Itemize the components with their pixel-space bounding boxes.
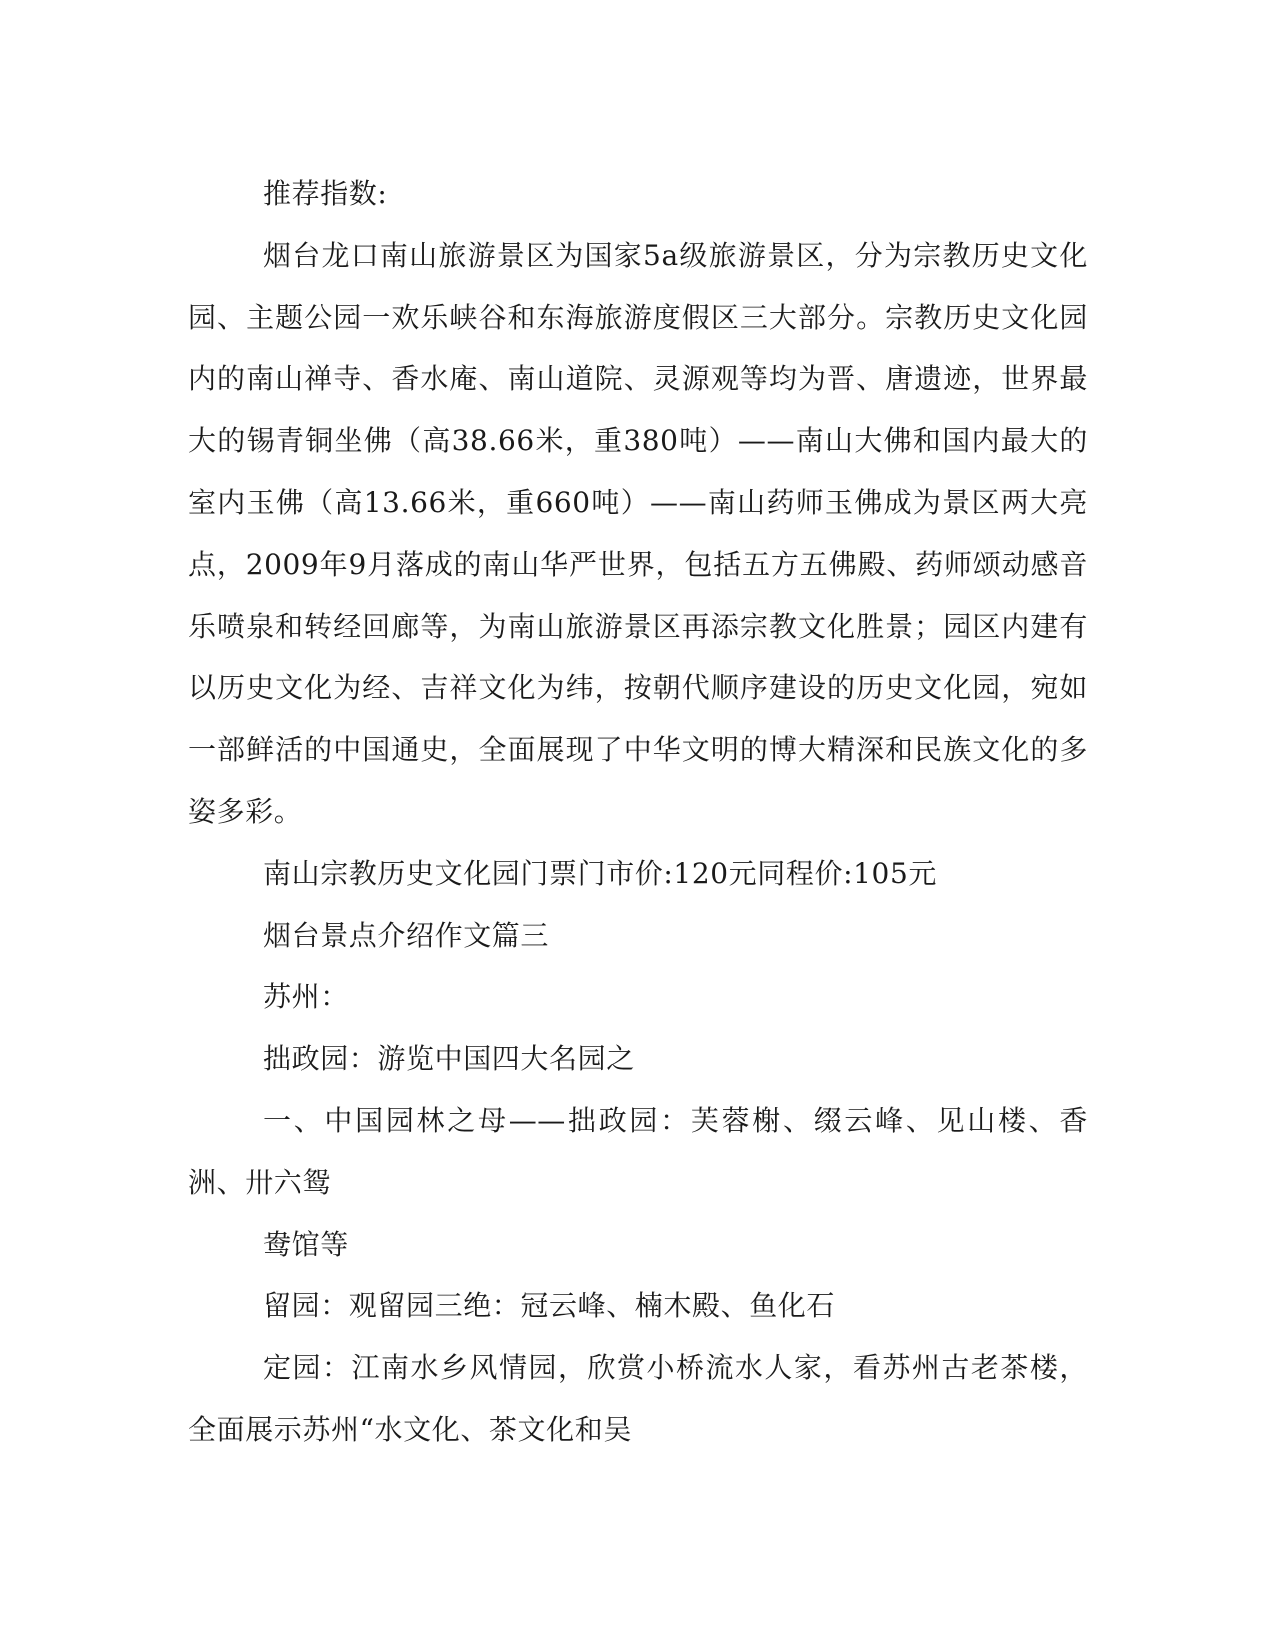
paragraph-nanshan-intro: 烟台龙口南山旅游景区为国家5a级旅游景区，分为宗教历史文化园、主题公园一欢乐峡谷和东海旅游度假区三大部分。宗教历史文化园内的南山禅寺、香水庵、南山道院、灵源观等均为晋、唐遗迹，世界最大的锡青铜坐佛（高38.66米，重380吨）——南山大佛和国内最大的室内玉佛（高13.66米，重660吨）——南山药师玉佛成为景区两大亮点，2009年9月落成的南山华严世界，包括五方五佛殿、药师颂动感音乐喷泉和转经回廊等，为南山旅游景区再添宗教文化胜景；园区内建有以历史文化为经、吉祥文化为纬，按朝代顺序建设的历史文化园，宛如一部鲜活的中国通史，全面展现了中华文明的博大精深和民族文化的多姿多彩。 (188, 238, 1088, 828)
paragraph-liuyuan: 留园：观留园三绝：冠云峰、楠木殿、鱼化石 (263, 1289, 836, 1323)
paragraph-yuanyang-hall: 鸯馆等 (263, 1227, 349, 1261)
paragraph-recommend-index: 推荐指数: (263, 177, 388, 210)
paragraph-dingyuan: 定园：江南水乡风情园，欣赏小桥流水人家，看苏州古老茶楼，全面展示苏州“水文化、茶文化和吴 (188, 1351, 1088, 1446)
paragraph-suzhou: 苏州： (263, 980, 349, 1014)
paragraph-section-heading: 烟台景点介绍作文篇三 (263, 918, 550, 952)
paragraph-ticket-price: 南山宗教历史文化园门票门市价:120元同程价:105元 (263, 856, 937, 890)
paragraph-zhuozhengyuan: 拙政园：游览中国四大名园之 (263, 1042, 635, 1076)
document-body (188, 163, 1088, 1461)
paragraph-garden-mother: 一、中国园林之母——拙政园：芙蓉榭、缀云峰、见山楼、香洲、卅六鸳 (188, 1103, 1088, 1199)
